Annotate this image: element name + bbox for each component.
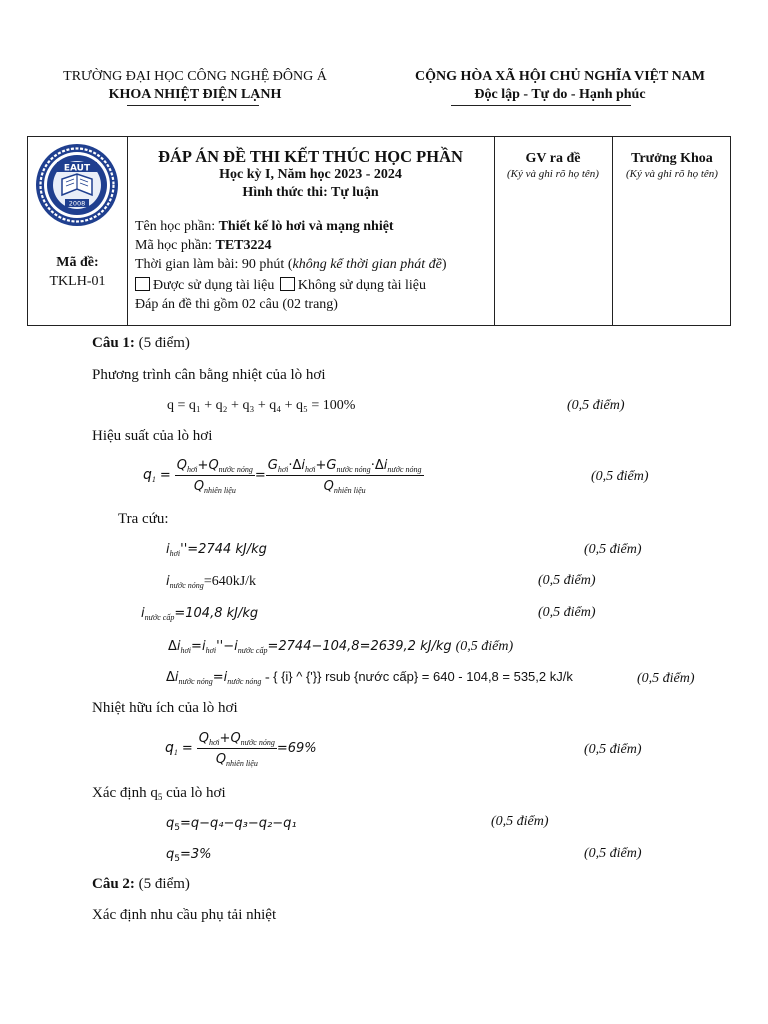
dean-sign-note: (Ký và ghi rõ họ tên): [626, 168, 718, 180]
motto-underline: [451, 105, 631, 106]
delta-enthalpy-hot-water: Δinước nóng=inước nóng - { {i} ^ {'}} rsub {nước cấp} = 640 - 104,8 = 535,2 kJ/k: [166, 669, 573, 686]
dean-title: Trưởng Khoa: [631, 151, 713, 166]
question-1-heading: Câu 1: (5 điểm): [92, 335, 190, 351]
pages-note: Đáp án đề thi gồm 02 câu (02 trang): [135, 297, 338, 312]
exam-term: Học kỳ I, Năm học 2023 - 2024: [219, 167, 402, 182]
seal-year: 2008: [68, 199, 86, 208]
course-code-line: Mã học phần: TET3224: [135, 238, 272, 253]
seal-acronym: EAUT: [63, 163, 91, 174]
exam-title: ĐÁP ÁN ĐỀ THI KẾT THÚC HỌC PHẦN: [158, 147, 463, 166]
nation-motto: Độc lập - Tự do - Hạnh phúc: [474, 87, 646, 102]
find-q5-text: Xác định $q_5$ của lò hơi: [92, 785, 226, 802]
nation-name: CỘNG HÒA XÃ HỘI CHỦ NGHĨA VIỆT NAM: [414, 69, 705, 84]
efficiency-formula: q1 = $\frac{\text{Qhơi+Qnước nóng}}{\text{Qnhiên liệu}}$ = $\frac{\text{Ghơi·Δihơi+Gnước nóng·Δinước nóng}}{\text{Qnhiên liệu}}$: [143, 458, 422, 495]
enthalpy-hot-water: inước nóng=640kJ/k: [166, 574, 257, 590]
score-label: (0,5 điểm): [584, 846, 642, 861]
material-options: Được sử dụng tài liệu Không sử dụng tài liệu: [135, 277, 426, 294]
enthalpy-feed-water: inước cấp=104,8 kJ/kg: [141, 606, 259, 622]
score-label: (0,5 điểm): [538, 605, 596, 620]
faculty-name: KHOA NHIỆT ĐIỆN LẠNH: [108, 87, 282, 102]
question-2-heading: Câu 2: (5 điểm): [92, 876, 190, 892]
score-label: (0,5 điểm): [538, 573, 596, 588]
duration-line: Thời gian làm bài: 90 phút (không kể thời gian phát đề): [135, 257, 447, 272]
enthalpy-steam: ihơi''=2744 kJ/kg: [166, 542, 267, 558]
exam-format: Hình thức thi: Tự luận: [242, 185, 379, 200]
materials-allowed-checkbox[interactable]: [135, 277, 150, 291]
lecturer-title: GV ra đề: [525, 151, 581, 166]
efficiency-text: Hiệu suất của lò hơi: [92, 428, 213, 444]
course-name-line: Tên học phần: Thiết kế lò hơi và mạng nhiệt: [135, 219, 394, 234]
university-seal-icon: [35, 143, 119, 227]
score-label: (0,5 điểm): [637, 671, 695, 686]
score-label: (0,5 điểm): [491, 814, 549, 829]
delta-enthalpy-steam: Δihơi=ihơi''−inước cấp=2744−104,8=2639,2 kJ/kg (0,5 điểm): [168, 639, 514, 655]
score-label: (0,5 điểm): [591, 469, 649, 484]
score-label: (0,5 điểm): [455, 639, 514, 654]
exam-info-table: [27, 136, 731, 326]
heat-balance-text: Phương trình cân bằng nhiệt của lò hơi: [92, 367, 326, 383]
exam-code-value: TKLH-01: [49, 274, 106, 289]
exam-code-label: Mã đề:: [56, 255, 99, 270]
heat-balance-equation: q = q₁ + q₂ + q₃ + q₄ + q₅ = 100%: [167, 398, 356, 413]
score-label: (0,5 điểm): [584, 742, 642, 757]
useful-heat-text: Nhiệt hữu ích của lò hơi: [92, 700, 238, 716]
score-label: (0,5 điểm): [567, 398, 625, 413]
school-name: TRƯỜNG ĐẠI HỌC CÔNG NGHỆ ĐÔNG Á: [63, 69, 327, 84]
lecturer-sign-note: (Ký và ghi rõ họ tên): [507, 168, 599, 180]
faculty-underline: [127, 105, 259, 106]
q5-value: $q_5=3\%$: [166, 847, 212, 864]
useful-heat-formula: q1 = $\frac{\text{Qhơi+Qnước nóng}}{\text{Qnhiên liệu}}$ =69%: [165, 731, 317, 768]
q5-equation: $q_5=q-q_4-q_3-q_2-q_1$: [166, 816, 297, 833]
lookup-text: Tra cứu:: [118, 511, 169, 527]
materials-not-allowed-checkbox[interactable]: [280, 277, 295, 291]
score-label: (0,5 điểm): [584, 542, 642, 557]
load-demand-text: Xác định nhu cầu phụ tải nhiệt: [92, 907, 277, 923]
